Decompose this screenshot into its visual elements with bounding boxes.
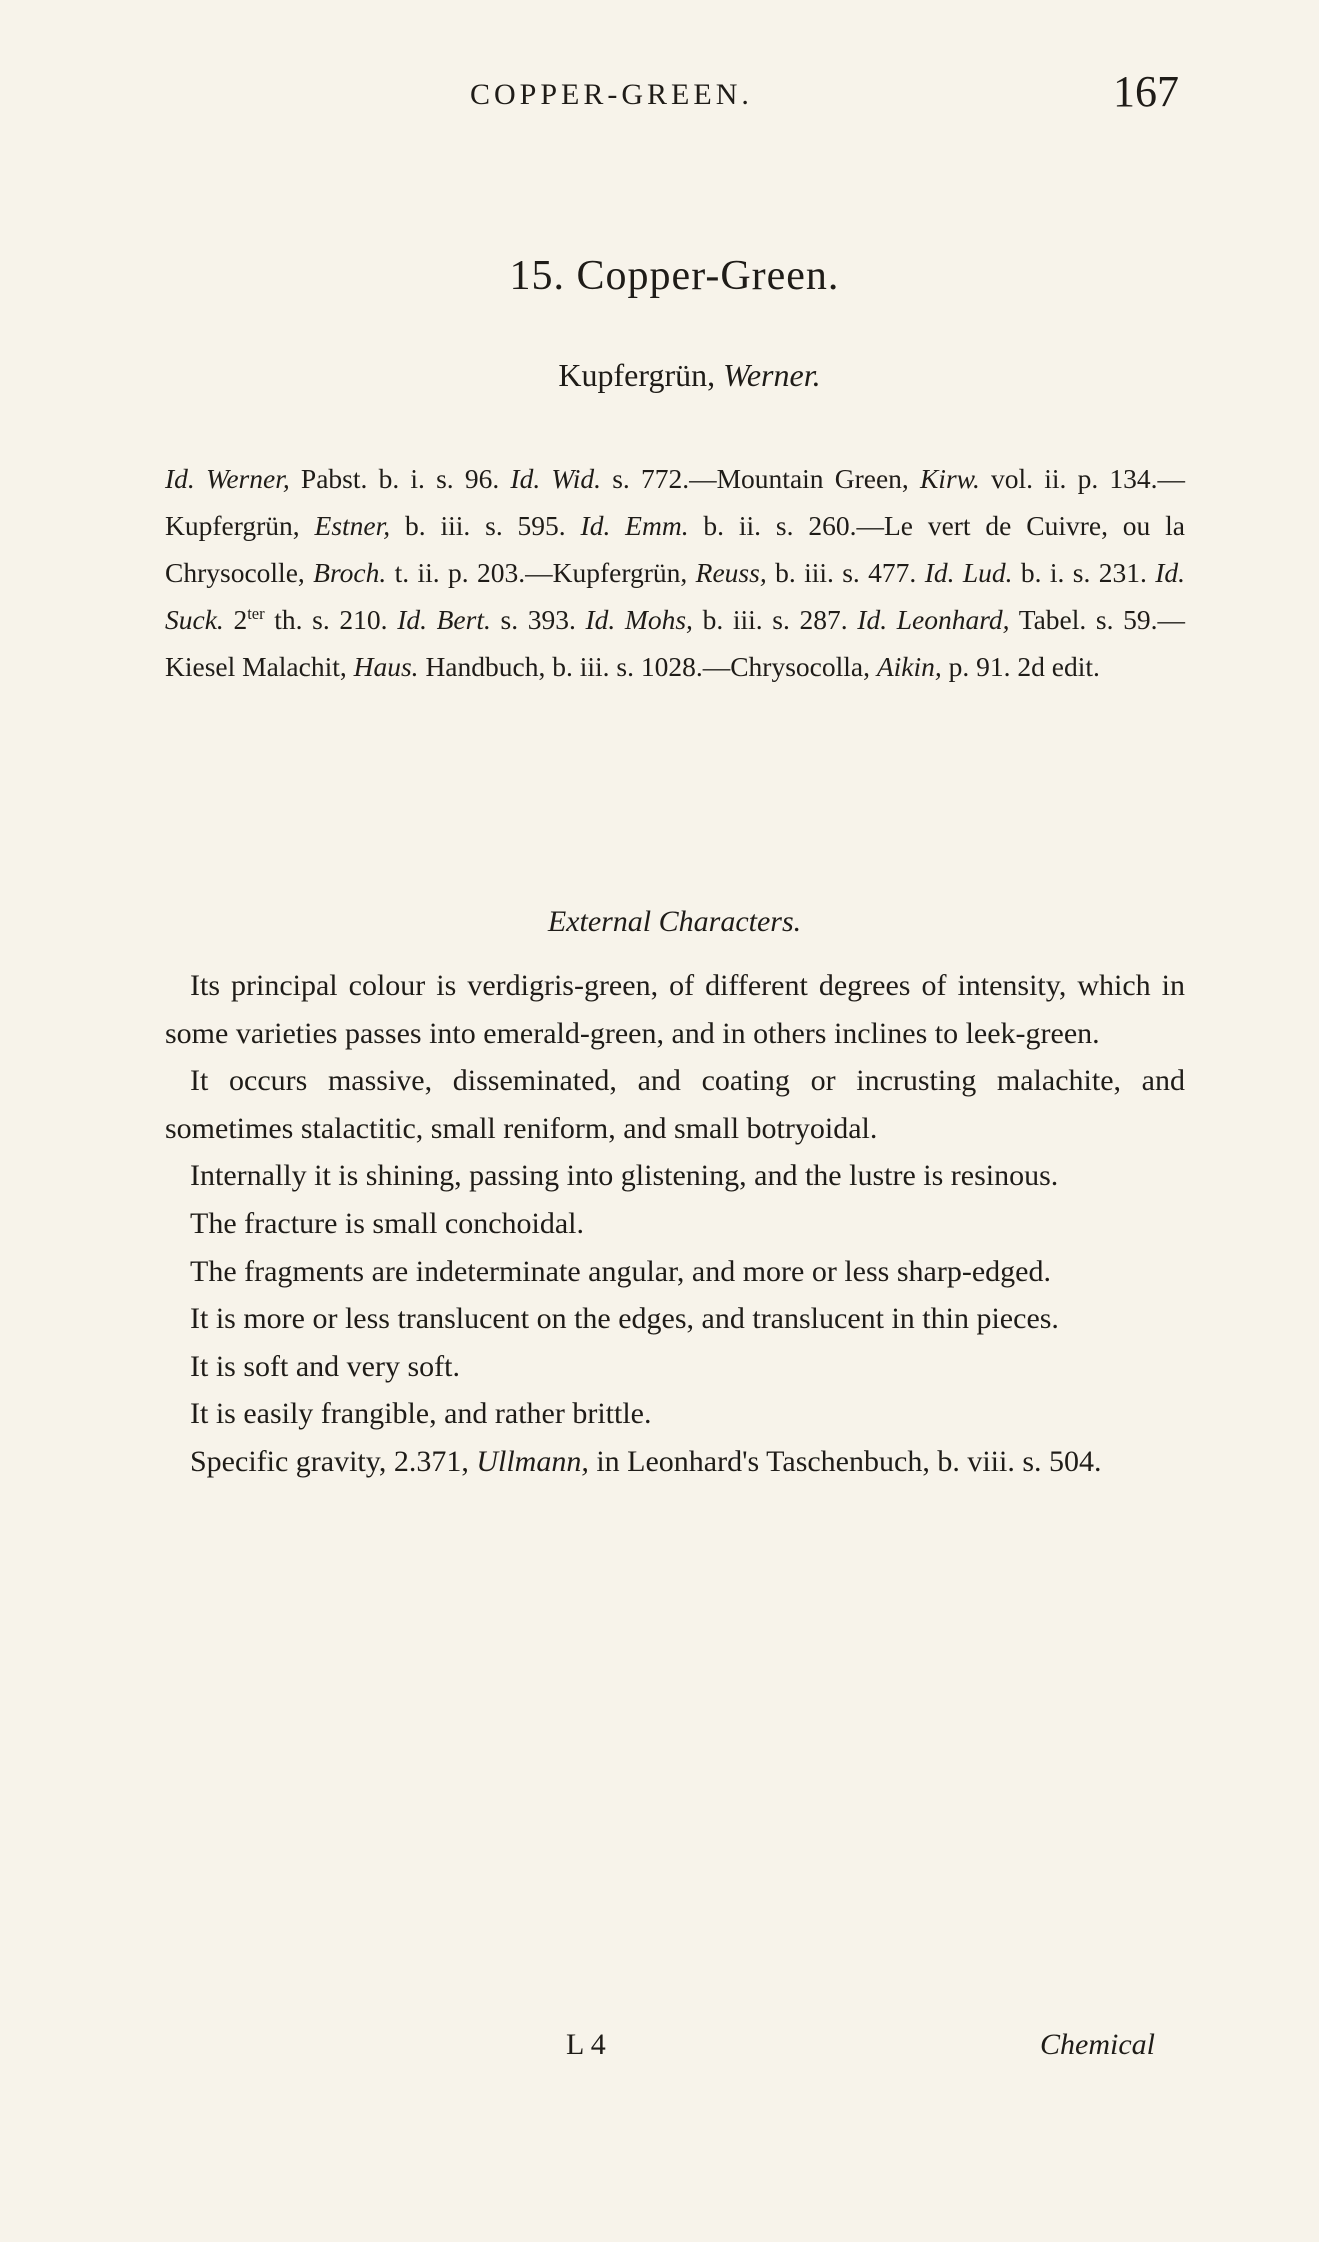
synonymy-text: vol. ii. p. 134.—Kupfergrün, [165, 463, 1185, 541]
body-paragraph: The fracture is small conchoidal. [190, 1206, 585, 1240]
section-title-text: 15. Copper-Green. [509, 253, 840, 299]
synonymy-superscript: ter [247, 603, 265, 623]
synonymy-citation-italic: Id. Mohs, [585, 604, 693, 635]
synonymy-citation-italic: Id. Lud. [924, 557, 1013, 588]
external-characters-heading-text: External Characters. [547, 905, 802, 938]
synonymy-text: s. 393. [490, 604, 586, 635]
external-characters-heading [0, 905, 1319, 939]
synonymy-text: b. iii. s. 477. [766, 557, 925, 588]
body-paragraph: The fragments are indeterminate angular, and more or less sharp-edged. [190, 1254, 1051, 1288]
synonymy-text: b. iii. s. 287. [692, 604, 858, 635]
section-subtitle [0, 357, 1319, 394]
body-paragraph: Internally it is shining, passing into glistening, and the lustre is resinous. [190, 1159, 1059, 1193]
specific-gravity-source: in Leonhard's Taschenbuch, b. viii. s. 504. [588, 1444, 1102, 1478]
synonymy-text: b. iii. s. 595. [390, 510, 581, 541]
external-characters-body [165, 962, 1185, 1486]
subtitle-main: Kupfergrün, [558, 357, 716, 393]
synonymy-text: b. i. s. 231. [1012, 557, 1156, 588]
synonymy-text: b. ii. s. 260.—Le vert de Cuivre, ou la Chrysocolle, [165, 510, 1186, 588]
body-paragraph: Its principal colour is verdigris-green, of different degrees of intensity, which in some varieties passes into emerald-green, and in others inclines to leek-green. [165, 969, 1185, 1050]
body-paragraph: It is easily frangible, and rather brittle. [190, 1397, 652, 1431]
synonymy-text: t. ii. p. 203.—Kupfergrün, [386, 557, 696, 588]
body-paragraph: It is more or less translucent on the edges, and translucent in thin pieces. [190, 1302, 1059, 1336]
synonymy-citation-italic: Id. Bert. [397, 604, 491, 635]
synonymy-citation-italic: Id. Suck. [165, 557, 1186, 635]
synonymy-text: Handbuch, b. iii. s. 1028.—Chrysocolla, [418, 651, 877, 682]
synonymy-citation-italic: Haus. [353, 651, 419, 682]
subtitle-author: Werner. [723, 357, 821, 393]
synonymy-citation-italic: Id. Emm. [580, 510, 689, 541]
synonymy-paragraph [165, 455, 1185, 690]
synonymy-text: Pabst. b. i. s. 96. [289, 463, 511, 494]
synonymy-text: s. 772.—Mountain Green, [601, 463, 920, 494]
section-title [0, 252, 1319, 300]
synonymy-citation-italic: Id. Leonhard, [857, 604, 1010, 635]
page-number: 167 [1113, 67, 1179, 116]
catchword: Chemical [1040, 2028, 1155, 2061]
body-paragraph: It is soft and very soft. [190, 1349, 460, 1383]
synonymy-citation-italic: Id. Wid. [510, 463, 602, 494]
specific-gravity-author: Ullmann, [476, 1444, 589, 1478]
synonymy-text: 2 [223, 604, 248, 635]
synonymy-text: p. 91. 2d edit. [941, 651, 1100, 682]
synonymy-text: Tabel. s. 59.—Kiesel Malachit, [165, 604, 1186, 682]
running-head: COPPER-GREEN. [470, 78, 753, 111]
synonymy-citation-italic: Id. Werner, [165, 463, 290, 494]
synonymy-citation-italic: Kirw. [919, 463, 980, 494]
specific-gravity-text: Specific gravity, 2.371, [190, 1444, 477, 1478]
signature-mark: L 4 [566, 2028, 606, 2061]
specific-gravity-paragraph [165, 1438, 1185, 1486]
body-paragraph: It occurs massive, disseminated, and coating or incrusting malachite, and sometimes stalactitic, small reniform, and small botryoidal. [165, 1064, 1185, 1145]
synonymy-citation-italic: Reuss, [695, 557, 767, 588]
synonymy-citation-italic: Broch. [313, 557, 387, 588]
synonymy-citation-italic: Estner, [314, 510, 391, 541]
synonymy-citation-italic: Aikin, [876, 651, 942, 682]
synonymy-text: th. s. 210. [264, 604, 398, 635]
